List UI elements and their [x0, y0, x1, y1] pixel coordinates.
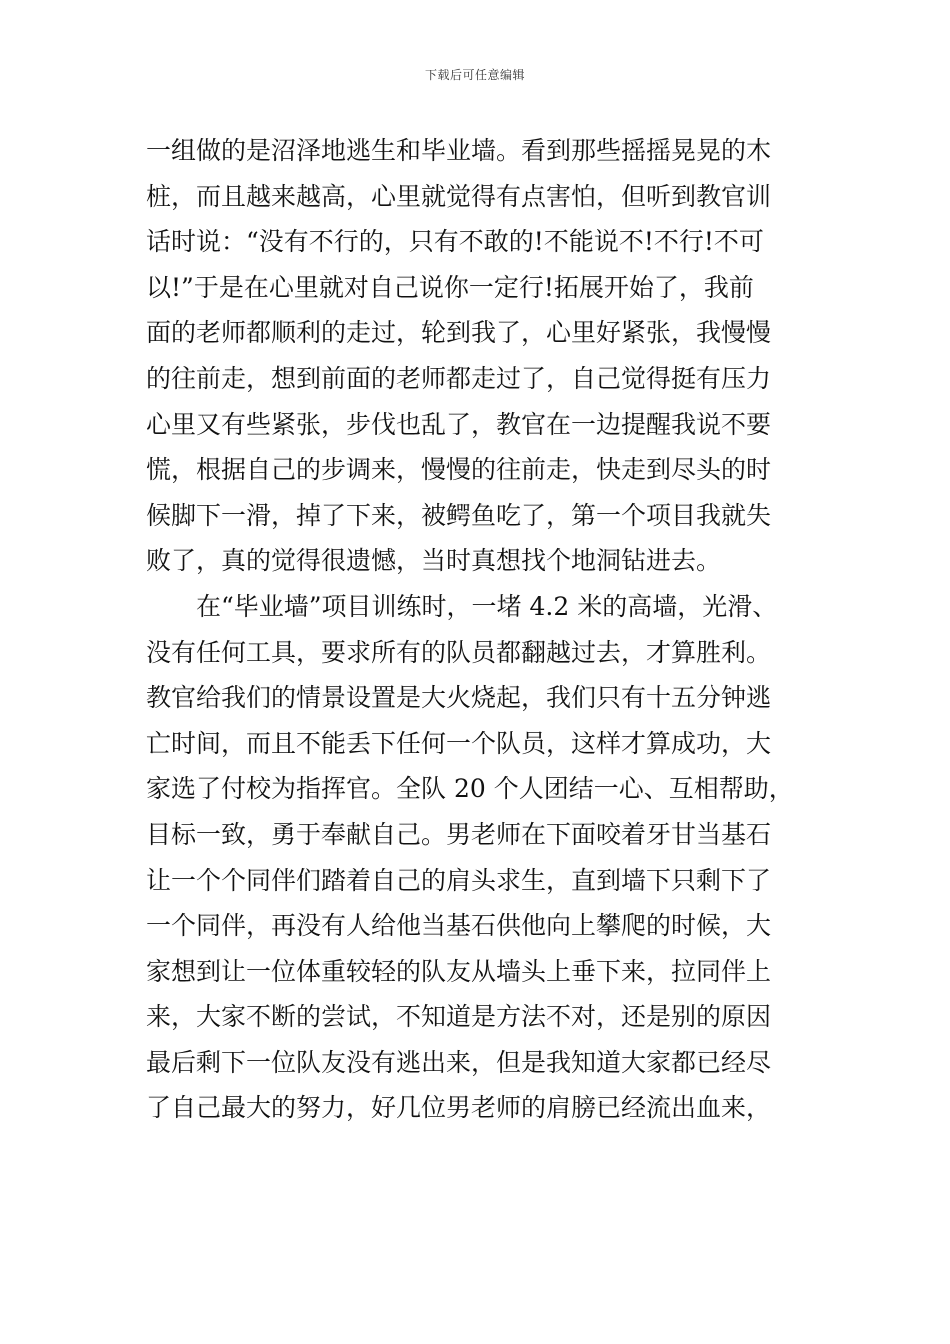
text-line: 没有任何工具，要求所有的队员都翻越过去，才算胜利。 — [146, 637, 772, 667]
text-line: 面的老师都顺利的走过，轮到我了，心里好紧张，我慢慢 — [146, 318, 772, 348]
text-line: 教官给我们的情景设置是大火烧起，我们只有十五分钟逃 — [146, 683, 772, 713]
text-line: 家想到让一位体重较轻的队友从墙头上垂下来，拉同伴上 — [146, 956, 772, 986]
text-line: 家选了付校为指挥官。全队 20 个人团结一心、互相帮助， — [146, 774, 794, 804]
text-line: 以!”于是在心里就对自己说你一定行!拓展开始了，我前 — [146, 272, 754, 302]
text-line: 来，大家不断的尝试，不知道是方法不对，还是别的原因 — [146, 1002, 772, 1032]
document-body — [146, 128, 810, 1131]
text-line: 一组做的是沼泽地逃生和毕业墙。看到那些摇摇晃晃的木 — [146, 136, 772, 165]
text-line: 最后剩下一位队友没有逃出来，但是我知道大家都已经尽 — [146, 1047, 772, 1077]
text-line: 慌，根据自己的步调来，慢慢的往前走，快走到尽头的时 — [146, 455, 772, 485]
text-line: 候脚下一滑，掉了下来，被鳄鱼吃了，第一个项目我就失 — [146, 500, 772, 530]
text-line: 心里又有些紧张，步伐也乱了，教官在一边提醒我说不要 — [146, 409, 772, 439]
text-line: 败了，真的觉得很遗憾，当时真想找个地洞钻进去。 — [146, 546, 722, 576]
text-line: 桩，而且越来越高，心里就觉得有点害怕，但听到教官训 — [146, 181, 772, 211]
text-line: 一个同伴，再没有人给他当基石供他向上攀爬的时候，大 — [146, 911, 772, 941]
text-line: 目标一致，勇于奉献自己。男老师在下面咬着牙甘当基石 — [146, 819, 772, 849]
text-line: 话时说：“没有不行的，只有不敢的!不能说不!不行!不可 — [146, 227, 764, 257]
text-line: 让一个个同伴们踏着自己的肩头求生，直到墙下只剩下了 — [146, 865, 772, 895]
text-line: 亡时间，而且不能丢下任何一个队员，这样才算成功，大 — [146, 728, 772, 758]
header-note: 下载后可任意编辑 — [424, 68, 525, 82]
paragraph-start-line: 在“毕业墙”项目训练时，一堵 4.2 米的高墙，光滑、 — [196, 591, 778, 621]
text-line: 了自己最大的努力，好几位男老师的肩膀已经流出血来， — [146, 1093, 772, 1123]
text-line: 的往前走，想到前面的老师都走过了，自己觉得挺有压力 — [146, 363, 772, 393]
